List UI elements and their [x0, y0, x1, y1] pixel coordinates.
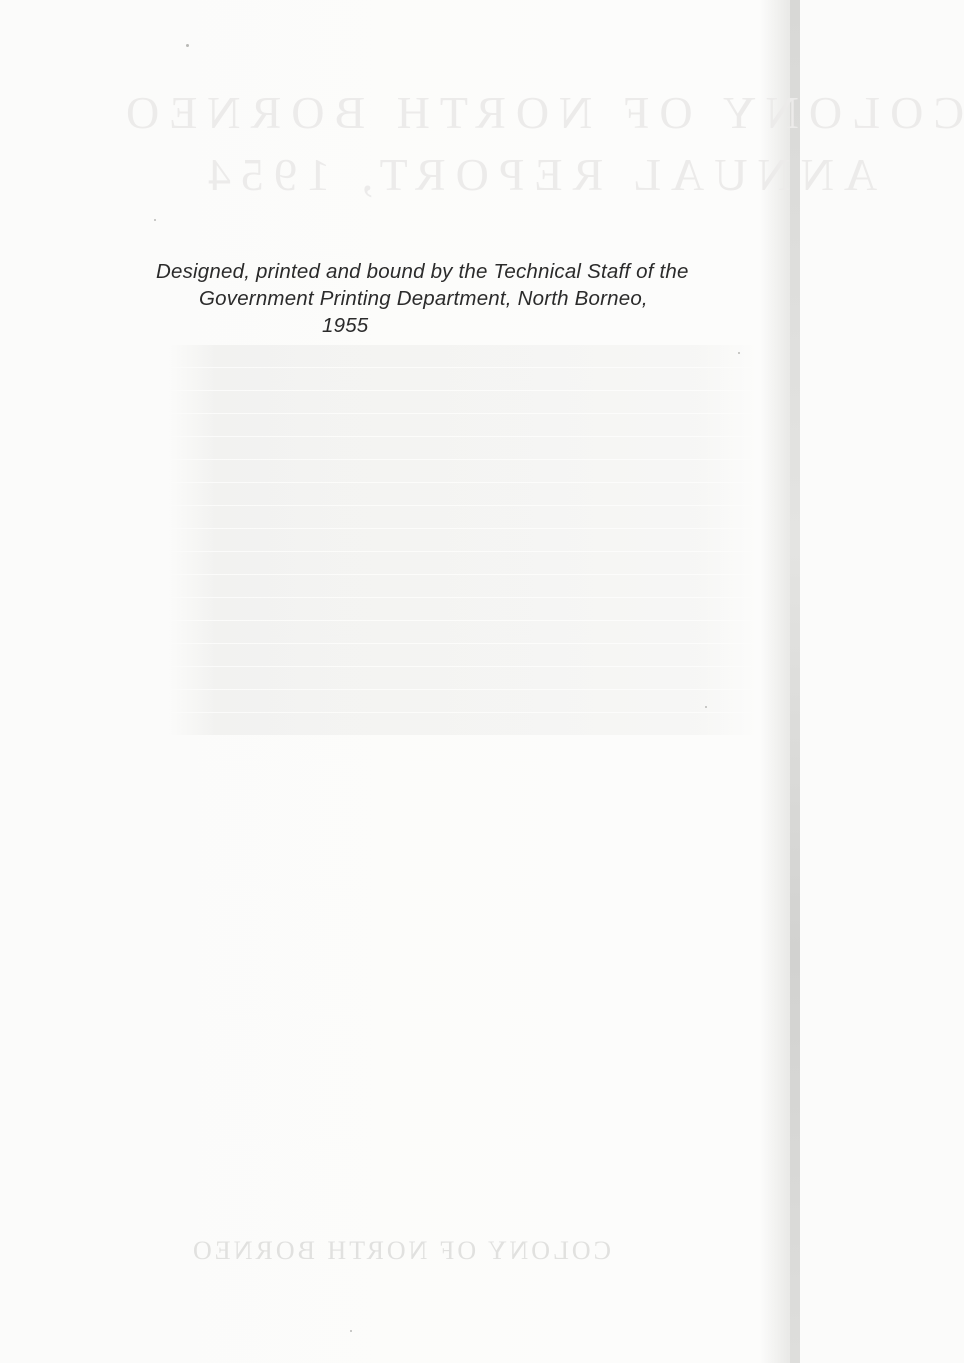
bleed-through-footer: COLONY OF NORTH BORNEO: [190, 1236, 611, 1265]
imprint-line-1: Designed, printed and bound by the Technical Staff of the: [156, 260, 689, 283]
page-edge-shadow: [790, 0, 800, 1363]
imprint-year: 1955: [322, 314, 369, 337]
imprint-line-2: Government Printing Department, North Borneo,: [199, 287, 648, 310]
paper-speck: [154, 219, 156, 221]
paper-speck: [738, 352, 740, 354]
printer-imprint: [156, 258, 776, 339]
paper-speck: [705, 706, 707, 708]
bleed-through-title-top: COLONY OF NORTH BORNEO: [116, 87, 964, 138]
paper-speck: [186, 44, 189, 47]
paper-speck: [350, 1330, 352, 1332]
bleed-through-text-block: [168, 345, 758, 736]
bleed-through-title-bottom: ANNUAL REPORT, 1954: [198, 149, 878, 200]
